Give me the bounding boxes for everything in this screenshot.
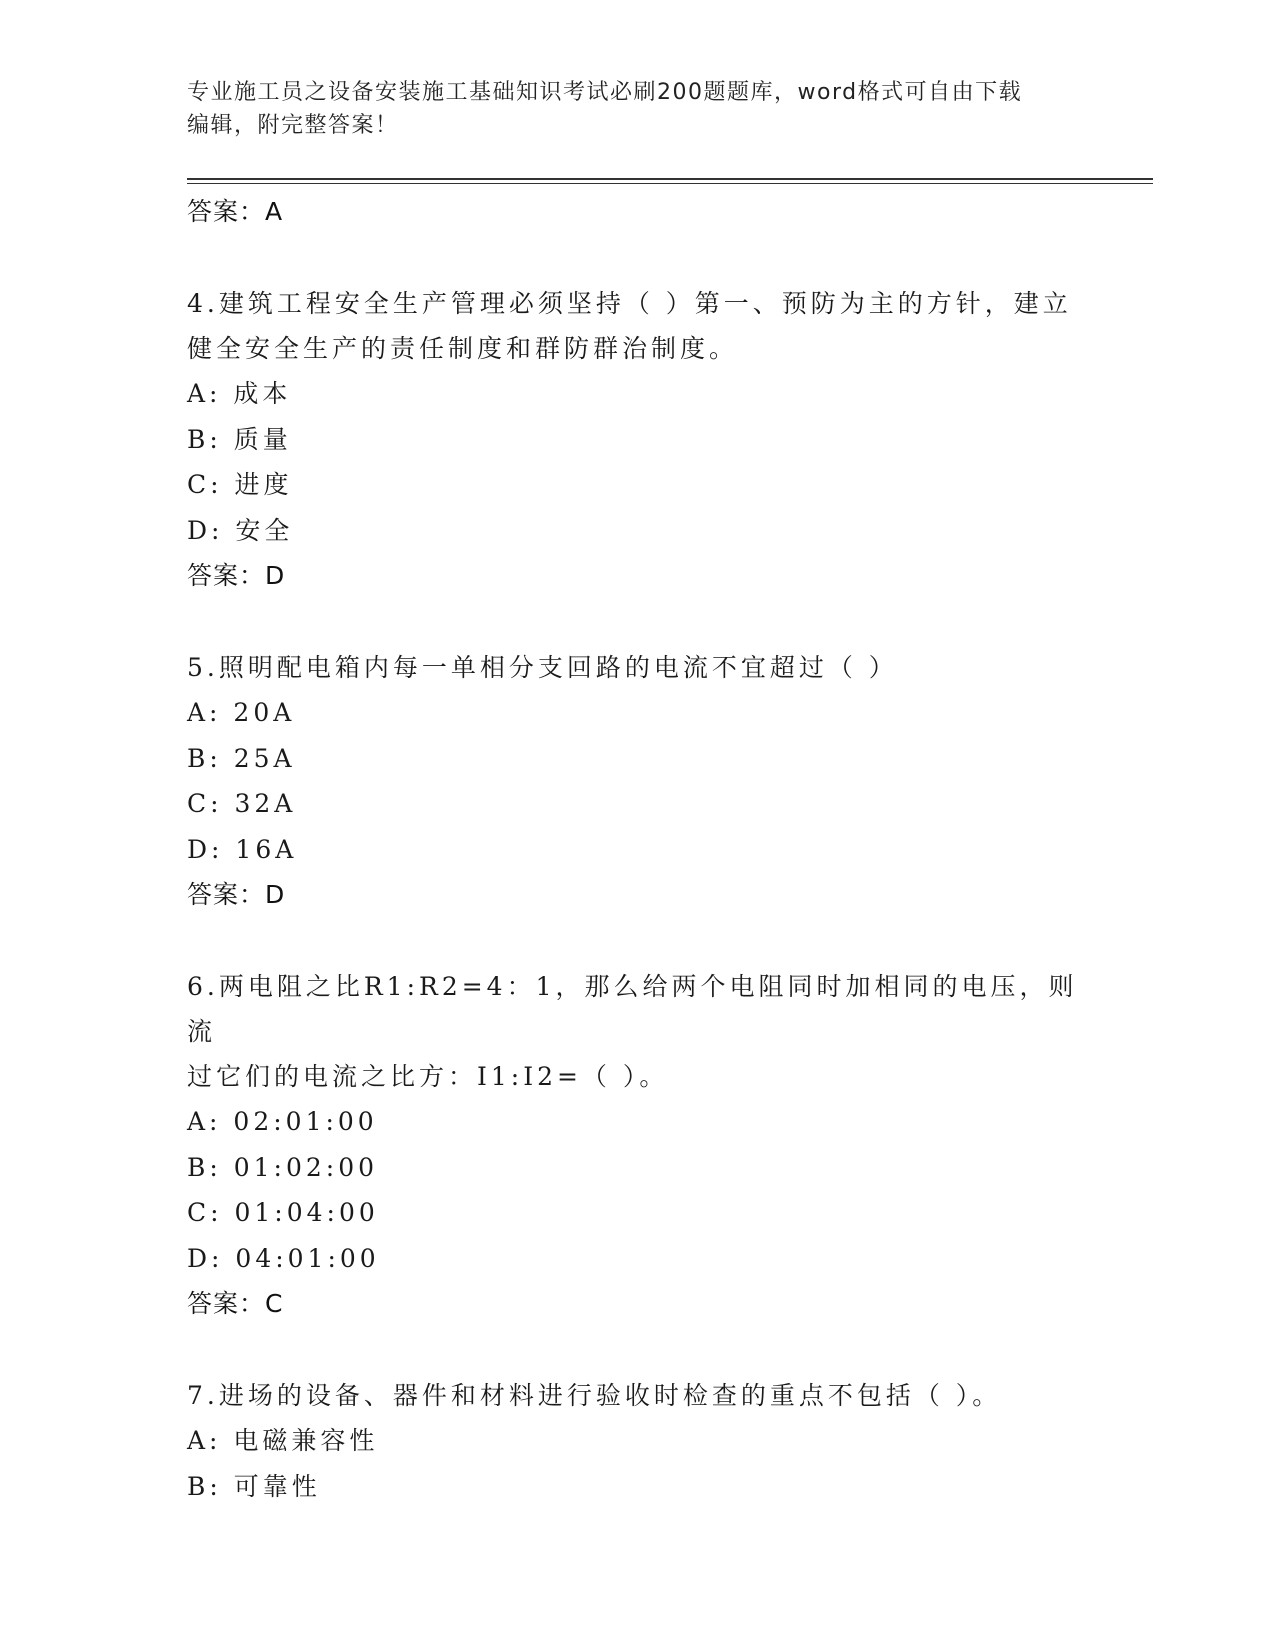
question-6: [187, 964, 1087, 1326]
answer-line: 答案：A: [187, 197, 284, 226]
question-text: [187, 645, 1087, 690]
question-text: [187, 964, 1087, 1099]
option-a: A: 20A: [187, 698, 296, 727]
answer-line: 答案：D: [187, 880, 286, 909]
question-list: [187, 189, 1087, 1509]
option-b: B: 质量: [187, 424, 292, 454]
option-b: B: 25A: [187, 743, 296, 773]
option-c: C: 01:04:00: [187, 1198, 379, 1227]
question-7: [187, 1373, 1087, 1509]
question-text-line: 4.建筑工程安全生产管理必须坚持（ ）第一、预防为主的方针，建立: [187, 289, 1072, 318]
option-d: D: 16A: [187, 834, 298, 864]
option-d: D: 04:01:00: [187, 1243, 380, 1273]
question-text: [187, 281, 1087, 371]
answer-line: 答案：C: [187, 1289, 284, 1318]
document-header: [187, 76, 1067, 142]
question-4: [187, 281, 1087, 598]
header-line-2: 编辑，附完整答案！: [187, 113, 399, 138]
answer-line: 答案：D: [187, 561, 286, 590]
header-rule-thin: [187, 183, 1153, 184]
question-text-line: 7.进场的设备、器件和材料进行验收时检查的重点不包括（ ）。: [187, 1381, 1002, 1410]
header-rule-thick: [187, 178, 1153, 180]
option-d: D: 安全: [187, 515, 294, 545]
option-a: A: 02:01:00: [187, 1107, 378, 1136]
option-c: C: 进度: [187, 470, 293, 499]
option-c: C: 32A: [187, 789, 297, 818]
question-text: [187, 1373, 1087, 1418]
option-a: A: 电磁兼容性: [187, 1426, 379, 1455]
header-line-1: 专业施工员之设备安装施工基础知识考试必刷200题题库，word格式可自由下载: [187, 80, 1023, 105]
option-b: B: 01:02:00: [187, 1152, 379, 1182]
option-a: A: 成本: [187, 379, 292, 408]
question-text-line: 5.照明配电箱内每一单相分支回路的电流不宜超过（ ）: [187, 653, 898, 682]
question-text-line: 过它们的电流之比方：I1:I2=（ ）。: [187, 1062, 669, 1091]
option-b: B: 可靠性: [187, 1471, 321, 1501]
question-text-line: 6.两电阻之比R1:R2=4：1，那么给两个电阻同时加相同的电压，则流: [187, 972, 1078, 1046]
question-text-line: 健全安全生产的责任制度和群防群治制度。: [187, 334, 739, 363]
question-5: [187, 645, 1087, 917]
